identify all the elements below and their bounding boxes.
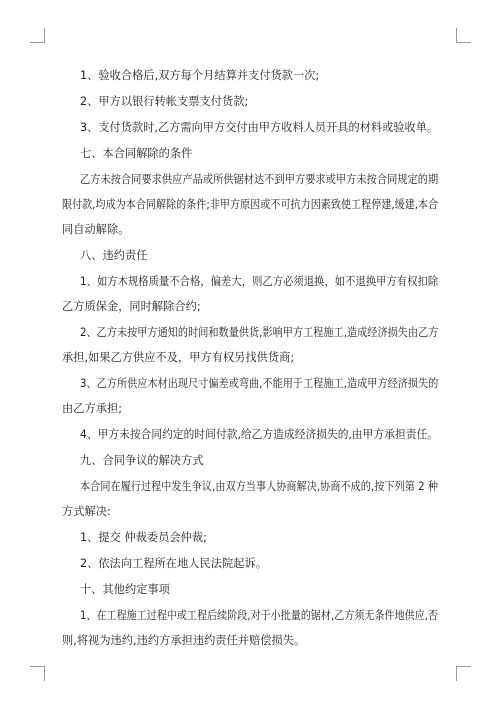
- section-heading-disputes: 九、合同争议的解决方式: [80, 454, 204, 467]
- crop-mark-top-right: [456, 28, 471, 43]
- paragraph-other-terms-line-1: 1、在工程施工过程中或工程后续阶段,对于小批量的锯材,乙方须无条件地供应,否: [80, 609, 439, 622]
- paragraph-disputes-line-2: 方式解决:: [62, 505, 111, 518]
- paragraph-liability-3-line-2: 由乙方承担;: [62, 402, 123, 415]
- paragraph-liability-1-line-1: 1、如方木规格质量不合格，偏差大，则乙方必须退换，如不退换甲方有权扣除: [80, 275, 439, 288]
- paragraph-disputes-option-2: 2、依法向工程所在地人民法院起诉。: [80, 557, 267, 570]
- paragraph-payment-clause-3: 3、支付货款时,乙方需向甲方交付由甲方收料人员开具的材料或验收单。: [80, 121, 439, 134]
- paragraph-termination-line-1: 乙方未按合同要求供应产品或所供锯材达不到甲方要求或甲方未按合同规定的期: [80, 173, 439, 186]
- paragraph-other-terms-line-2: 则,将视为违约,违约方承担违约责任并赔偿损失。: [62, 634, 306, 647]
- section-heading-liability: 八、违约责任: [80, 249, 148, 262]
- paragraph-liability-2-line-1: 2、乙方未按甲方通知的时间和数量供货,影响甲方工程施工,造成经济损失由乙方: [80, 326, 439, 339]
- paragraph-liability-1-line-2: 乙方质保金，同时解除合约;: [62, 300, 201, 313]
- paragraph-termination-line-2: 限付款,均成为本合同解除的条件;非甲方原因或不可抗力因素致使工程停建,缓建,本合: [62, 198, 439, 211]
- crop-mark-bottom-left: [30, 666, 45, 681]
- paragraph-disputes-option-1: 1、提交 仲裁委员会仲裁;: [80, 531, 207, 544]
- paragraph-termination-line-3: 同自动解除。: [62, 223, 130, 236]
- paragraph-disputes-line-1: 本合同在履行过程中发生争议,由双方当事人协商解决,协商不成的,按下列第 2 种: [80, 480, 439, 493]
- crop-mark-bottom-right: [456, 666, 471, 681]
- paragraph-payment-clause-1: 1、验收合格后,双方每个月结算并支付货款一次;: [80, 69, 320, 82]
- paragraph-liability-4: 4、甲方未按合同约定的时间付款,给乙方造成经济损失的,由甲方承担责任。: [80, 428, 438, 441]
- paragraph-liability-2-line-2: 承担,如果乙方供应不及，甲方有权另找供货商;: [62, 351, 295, 364]
- paragraph-liability-3-line-1: 3、乙方所供应木材出现尺寸偏差或弯曲,不能用于工程施工,造成甲方经济损失的: [80, 377, 439, 390]
- section-heading-other-terms: 十、其他约定事项: [80, 583, 170, 596]
- crop-mark-top-left: [30, 28, 45, 43]
- section-heading-termination: 七、本合同解除的条件: [80, 147, 193, 160]
- paragraph-payment-clause-2: 2、甲方以银行转帐支票支付货款;: [80, 95, 249, 108]
